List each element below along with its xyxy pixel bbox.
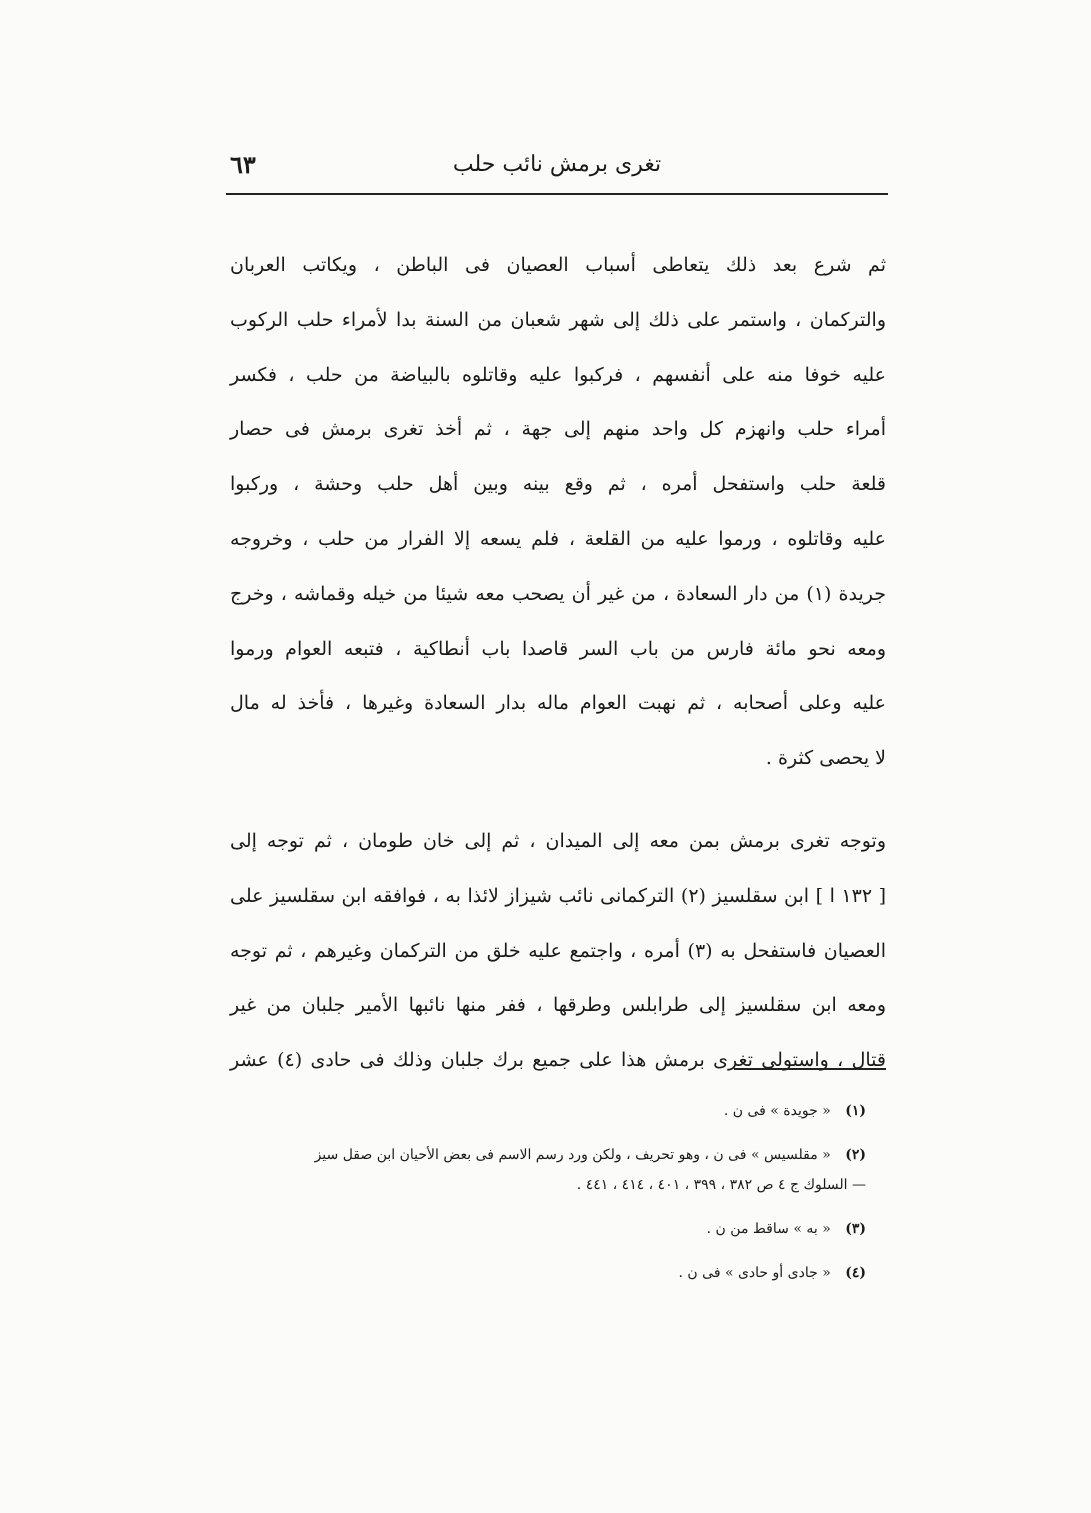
paragraph-gap [230,786,886,814]
text-line: جريدة (١) من دار السعادة ، من غير أن يصحب معه شيئا من خيله وقماشه ، وخرج [230,582,886,605]
text-line: عليه وقاتلوه ، ورموا عليه من القلعة ، فلم يسعه إلا الفرار من حلب ، وخروجه [230,527,886,550]
page-number: ٦٣ [230,150,256,179]
text-line: ومعه ابن سقلسيز إلى طرابلس وطرقها ، ففر منها نائبها الأمير جلبان من غير [230,994,886,1017]
footnote-1 [236,1096,866,1126]
text-line: عليه خوفا منه على أنفسهم ، فركبوا عليه وقاتلوه بالبياضة من حلب ، فكسر [230,363,886,386]
text-line: العصيان فاستفحل به (٣) أمره ، واجتمع عليه خلق من التركمان وغيرهم ، ثم توجه [230,939,886,962]
footnotes [236,1096,866,1288]
footnote-number: (١) [845,1103,866,1119]
footnote-rule [734,1068,886,1070]
footnote-text: « جادى أو حادى » فى ن . [678,1265,831,1281]
text-line: ثم شرع بعد ذلك يتعاطى أسباب العصيان فى الباطن ، ويكاتب العربان [230,254,886,276]
footnote-number: (٤) [845,1265,866,1281]
text-line: والتركمان ، واستمر على ذلك إلى شهر شعبان من السنة بدا لأمراء حلب الركوب [230,308,886,331]
footnote-3 [236,1214,866,1244]
page-header [228,148,886,192]
footnote-text: « به » ساقط من ن . [706,1221,831,1237]
paragraph-1 [230,238,886,786]
text-line: وتوجه تغرى برمش بمن معه إلى الميدان ، ثم إلى خان طومان ، ثم توجه إلى [230,829,886,852]
text-line-last: لا يحصى كثرة . [765,747,886,770]
text-line: قلعة حلب واستفحل أمره ، ثم وقع بينه وبين أهل حلب وحشة ، وركبوا [230,473,886,496]
footnote-number: (٢) [845,1147,866,1163]
text-line: قتال ، واستولى تغرى برمش هذا على جميع برك جلبان وذلك فى حادى (٤) عشر [230,1049,886,1072]
footnote-number: (٣) [845,1221,866,1237]
footnote-text: « مقلسيس » فى ن ، وهو تحريف ، ولكن ورد رسم الاسم فى بعض الأحيان ابن صقل سيز [314,1147,831,1163]
footnote-2-continuation: — السلوك ج ٤ ص ٣٨٢ ، ٣٩٩ ، ٤٠١ ، ٤١٤ ، ٤٤١ . [576,1177,866,1193]
footnote-2 [236,1140,866,1170]
text-line: عليه وعلى أصحابه ، ثم نهبت العوام ماله بدار السعادة وغيرها ، فأخذ له مال [230,692,886,715]
footnote-text: « جويدة » فى ن . [723,1103,831,1119]
paragraph-2 [230,814,886,1088]
text-line: أمراء حلب وانهزم كل واحد منهم إلى جهة ، ثم أخذ تغرى برمش فى حصار [230,418,886,441]
header-rule [226,193,888,195]
text-line: [ ١٣٢ ا ] ابن سقلسيز (٢) التركمانى نائب شيزاز لائذا به ، فوافقه ابن سقلسيز على [230,884,887,907]
running-title: تغرى برمش نائب حلب [452,152,662,177]
main-text [230,238,886,1088]
text-line: ومعه نحو مائة فارس من باب السر قاصدا باب أنطاكية ، فتبعه العوام ورموا [230,637,886,660]
footnote-4 [236,1258,866,1288]
